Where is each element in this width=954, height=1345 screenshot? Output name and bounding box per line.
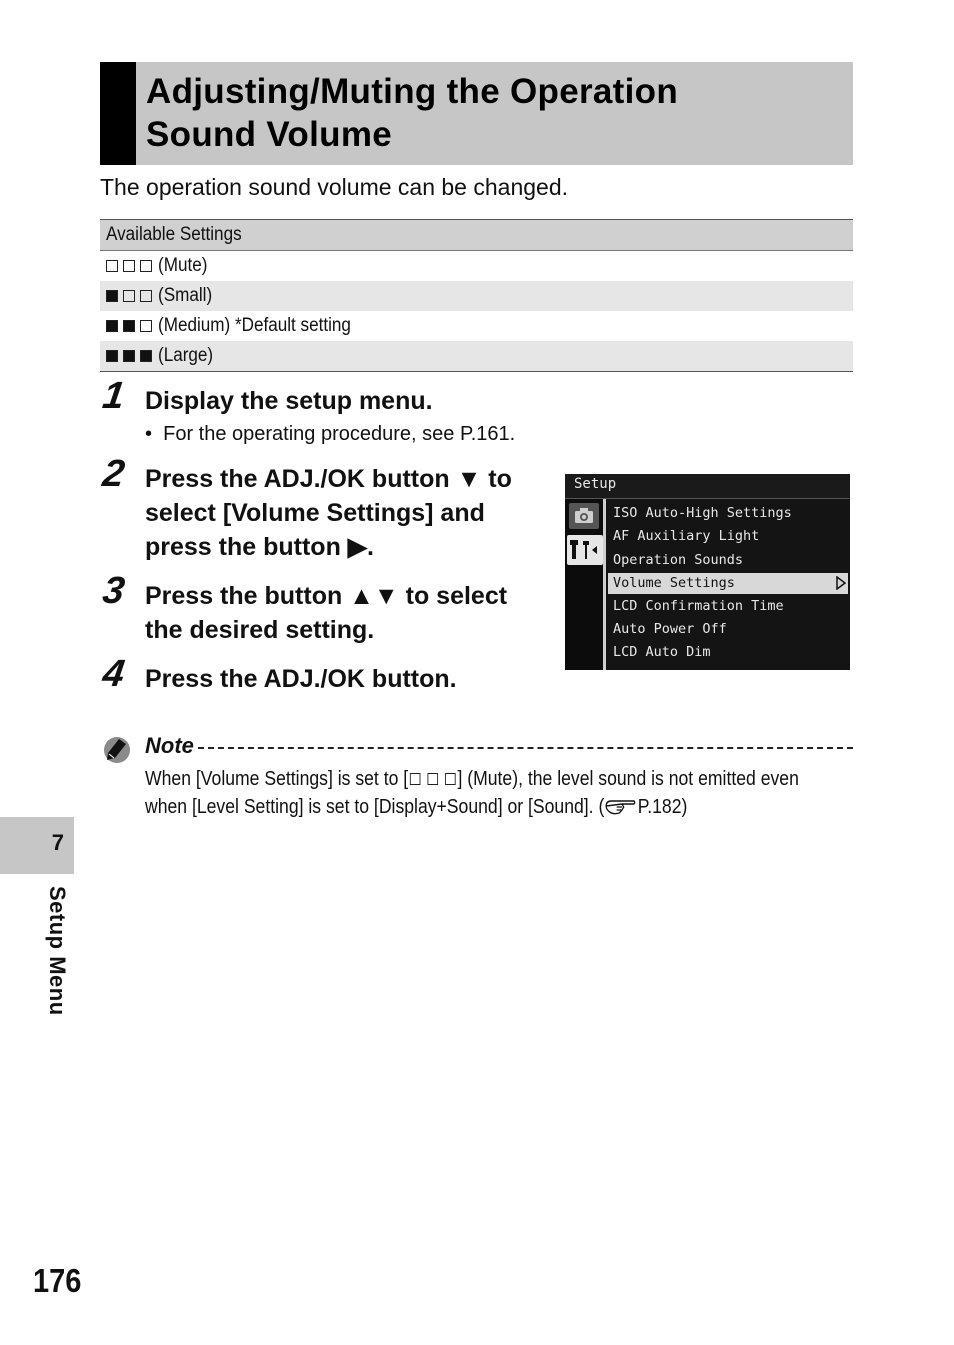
table-header-label: Available Settings xyxy=(106,224,242,245)
empty-square-icon xyxy=(140,320,152,332)
step-text-line: Press the ADJ./OK button ▼ to xyxy=(145,465,512,493)
camera-menu-item xyxy=(608,596,848,617)
filled-square-icon xyxy=(140,350,152,362)
empty-square-icon xyxy=(140,260,152,272)
step-text-line: Press the button ▲▼ to select xyxy=(145,582,508,610)
filled-square-icon xyxy=(106,320,118,332)
camera-setup-screen xyxy=(565,474,850,670)
table-row xyxy=(100,341,853,371)
page-number: 176 xyxy=(33,1262,82,1299)
camera-menu-item-label: Operation Sounds xyxy=(613,552,744,568)
setting-label: (Mute) xyxy=(158,255,208,276)
empty-square-icon xyxy=(106,260,118,272)
table-row xyxy=(100,281,853,311)
table-row xyxy=(100,311,853,341)
camera-menu-item-label: LCD Auto Dim xyxy=(613,644,711,660)
empty-square-icon xyxy=(123,260,135,272)
section-title-block xyxy=(100,62,853,165)
step-number: 2 xyxy=(100,453,128,495)
step-text xyxy=(145,579,555,647)
page-reference: P.182) xyxy=(637,796,688,818)
camera-tab-column xyxy=(565,499,603,670)
camera-menu-item-selected xyxy=(608,573,848,594)
filled-square-icon xyxy=(123,350,135,362)
right-triangle-icon xyxy=(836,576,846,590)
setting-label: (Large) xyxy=(158,345,214,366)
empty-square-icon xyxy=(140,290,152,302)
table-header xyxy=(100,220,853,251)
empty-square-icon xyxy=(410,773,421,785)
volume-level-indicator xyxy=(106,260,152,272)
chapter-tab xyxy=(0,817,74,874)
hand-pointer-icon xyxy=(604,797,637,815)
note-divider xyxy=(198,747,853,749)
camera-menu-item-label: Volume Settings xyxy=(613,575,735,591)
camera-menu-item xyxy=(608,550,848,571)
step-bullet: • For the operating procedure, see P.161. xyxy=(145,423,516,445)
section-title-line1: Adjusting/Muting the Operation xyxy=(146,72,679,111)
empty-square-icon xyxy=(123,290,135,302)
camera-screen-title: Setup xyxy=(574,476,617,492)
setup-tools-icon xyxy=(567,535,603,565)
volume-level-indicator xyxy=(106,290,152,302)
camera-menu-item xyxy=(608,526,848,547)
step-text: Display the setup menu. xyxy=(145,387,433,415)
title-accent-bar xyxy=(100,62,136,165)
step-number: 1 xyxy=(100,375,128,417)
intro-text: The operation sound volume can be changed. xyxy=(100,174,568,200)
step-text-line: select [Volume Settings] and xyxy=(145,499,485,527)
note-text: ] (Mute), the level sound is not emitted even xyxy=(457,768,799,790)
setting-label: (Small) xyxy=(158,285,213,306)
volume-level-indicator xyxy=(106,350,152,362)
chapter-title: Setup Menu xyxy=(45,886,70,1016)
camera-menu-item xyxy=(608,642,848,663)
available-settings-table xyxy=(100,219,853,372)
note-text: when [Level Setting] is set to [Display+Sound] or [Sound]. ( xyxy=(145,796,605,818)
setting-label: (Medium) *Default setting xyxy=(158,315,351,336)
section-title-line2: Sound Volume xyxy=(146,115,393,154)
chapter-title-vertical xyxy=(42,886,72,1046)
filled-square-icon xyxy=(106,350,118,362)
camera-screen-divider xyxy=(603,499,606,670)
pencil-note-icon xyxy=(102,733,132,765)
camera-menu-item xyxy=(608,503,848,524)
camera-screen-header xyxy=(565,474,850,499)
empty-square-icon xyxy=(445,773,456,785)
filled-square-icon xyxy=(106,290,118,302)
note-text-line xyxy=(145,796,687,819)
camera-menu-item-label: ISO Auto-High Settings xyxy=(613,505,792,521)
note-text: When [Volume Settings] is set to [ xyxy=(145,768,409,790)
step-text-line: press the button ▶. xyxy=(145,533,374,561)
chapter-number: 7 xyxy=(51,830,64,855)
step-text-line: the desired setting. xyxy=(145,616,375,644)
step-number: 4 xyxy=(100,653,128,695)
camera-menu-item xyxy=(608,619,848,640)
step-number: 3 xyxy=(100,570,128,612)
camera-icon xyxy=(569,503,599,529)
table-row xyxy=(100,251,853,281)
mute-level-indicator xyxy=(410,773,456,785)
filled-square-icon xyxy=(123,320,135,332)
note-label: Note xyxy=(145,733,194,758)
section-title xyxy=(146,70,836,156)
camera-menu-item-label: Auto Power Off xyxy=(613,621,727,637)
step-text: Press the ADJ./OK button. xyxy=(145,665,457,693)
empty-square-icon xyxy=(428,773,439,785)
step-text xyxy=(145,462,555,564)
camera-menu-item-label: LCD Confirmation Time xyxy=(613,598,784,614)
note-text-line xyxy=(145,768,799,791)
camera-menu-item-label: AF Auxiliary Light xyxy=(613,528,760,544)
volume-level-indicator xyxy=(106,320,152,332)
